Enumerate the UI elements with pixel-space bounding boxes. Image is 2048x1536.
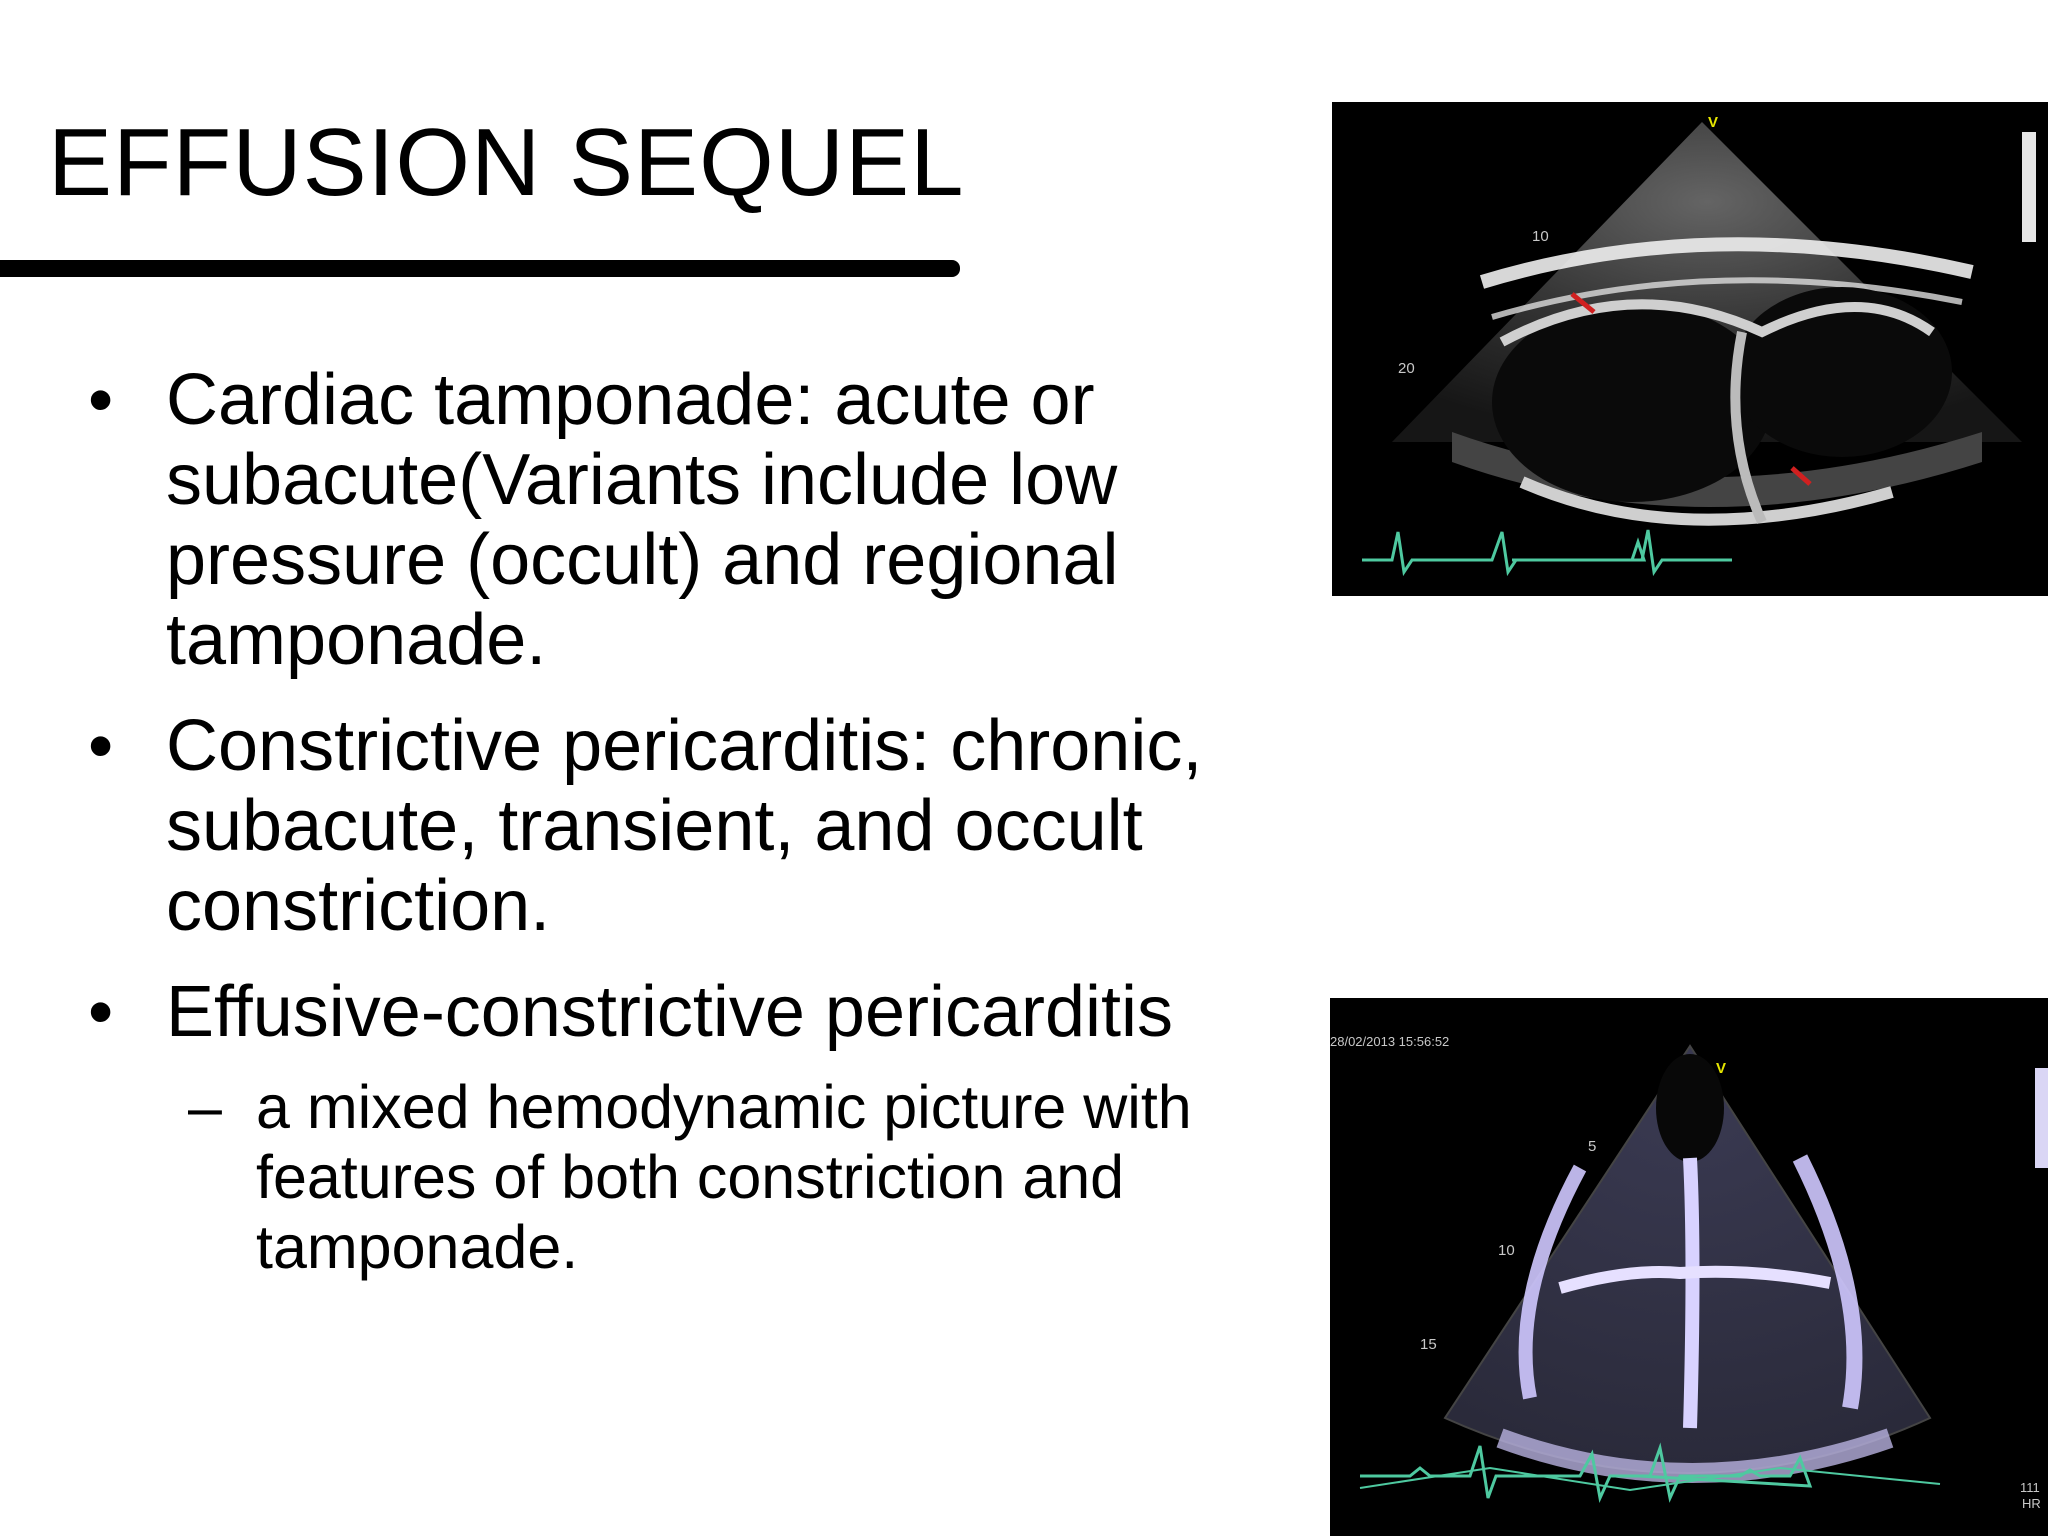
heart-rate-value: 111 bbox=[2020, 1480, 2040, 1495]
bullet-text: Cardiac tamponade: acute or subacute(Variants include low pressure (occult) and regional tamponade. bbox=[166, 360, 1119, 680]
depth-mark: 10 bbox=[1498, 1242, 1515, 1259]
ultrasound-sector-1 bbox=[1332, 102, 2048, 596]
bullet-item bbox=[80, 360, 1330, 680]
depth-mark: 5 bbox=[1588, 1138, 1597, 1155]
bullet-text: Effusive-constrictive pericarditis bbox=[166, 972, 1174, 1052]
slide-title: EFFUSION SEQUEL bbox=[48, 109, 965, 216]
timestamp: 28/02/2013 15:56:52 bbox=[1330, 1034, 1450, 1049]
probe-marker: V bbox=[1708, 114, 1719, 131]
heart-rate-label: HR bbox=[2022, 1496, 2041, 1511]
depth-mark: 15 bbox=[1420, 1336, 1437, 1353]
sub-bullet-text: a mixed hemodynamic picture with features of both constriction and tamponade. bbox=[256, 1073, 1192, 1281]
bullet-list bbox=[80, 360, 1330, 1282]
echo-image-parasternal bbox=[1332, 102, 2048, 596]
depth-mark: 20 bbox=[1398, 360, 1415, 377]
probe-marker: V bbox=[1716, 1060, 1727, 1077]
echo-image-apical bbox=[1330, 998, 2048, 1536]
title-underline bbox=[0, 260, 960, 277]
bullet-text: Constrictive pericarditis: chronic, subacute, transient, and occult constriction. bbox=[166, 706, 1203, 946]
bullet-item bbox=[80, 706, 1330, 946]
ultrasound-sector-2 bbox=[1330, 998, 2048, 1536]
bullet-dot: • bbox=[88, 360, 114, 440]
bullet-item bbox=[80, 972, 1330, 1052]
sub-bullet-item bbox=[80, 1072, 1330, 1282]
bullet-dot: • bbox=[88, 972, 114, 1052]
sub-bullet-dash: – bbox=[188, 1073, 222, 1141]
depth-mark: 10 bbox=[1532, 228, 1549, 245]
bullet-dot: • bbox=[88, 706, 114, 786]
